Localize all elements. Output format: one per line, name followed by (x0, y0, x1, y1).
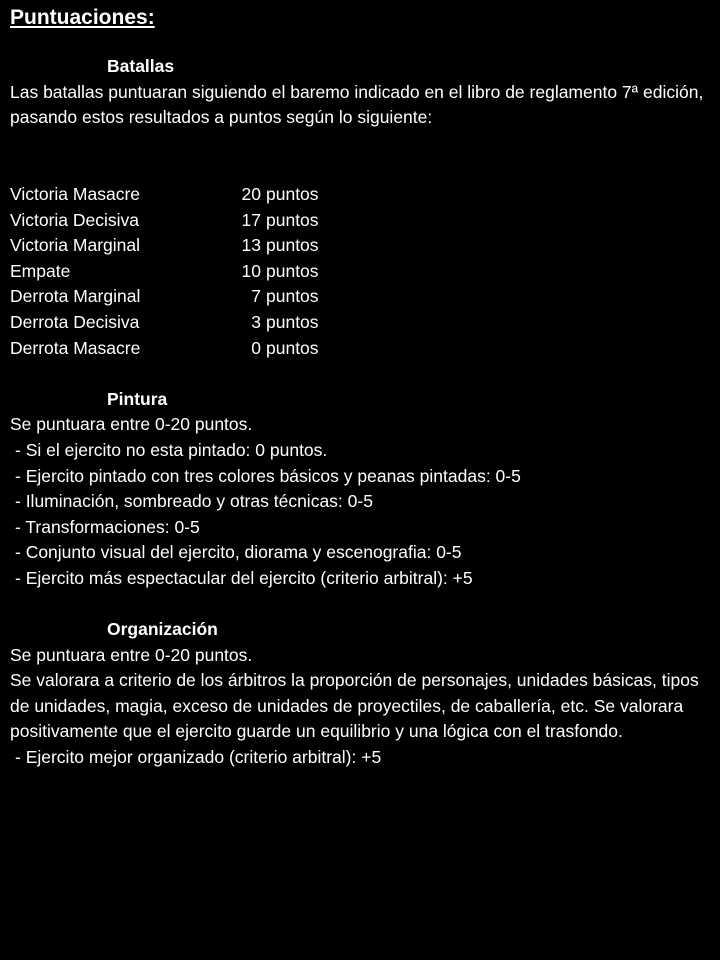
result-unit: puntos (266, 337, 319, 358)
result-name: Derrota Decisiva (10, 311, 140, 332)
result-name: Derrota Marginal (10, 286, 141, 307)
organizacion-bullet: - Ejercito mejor organizado (criterio arbitral): +5 (15, 747, 382, 768)
result-unit: puntos (266, 183, 319, 204)
section-batallas (10, 54, 710, 361)
result-unit: puntos (266, 260, 319, 281)
pintura-bullet: - Transformaciones: 0-5 (15, 516, 200, 537)
result-row (10, 233, 710, 259)
result-row (10, 310, 710, 336)
result-points: 20 (241, 183, 261, 204)
result-name: Victoria Decisiva (10, 209, 140, 230)
pintura-bullet: - Iluminación, sombreado y otras técnicas: 0-5 (15, 491, 373, 512)
spacer (10, 131, 710, 182)
result-row (10, 182, 710, 208)
result-row (10, 208, 710, 234)
batallas-intro: Las batallas puntuaran siguiendo el baremo indicado en el libro de reglamento 7ª edición, pasando estos resultados a puntos según lo siguiente: (10, 81, 704, 128)
section-organizacion (10, 617, 710, 771)
pintura-intro: Se puntuara entre 0-20 puntos. (10, 414, 253, 435)
organizacion-intro: Se puntuara entre 0-20 puntos. (10, 644, 253, 665)
results-table (10, 182, 710, 361)
pintura-bullet: - Ejercito pintado con tres colores básicos y peanas pintadas: 0-5 (15, 465, 521, 486)
section-heading-pintura: Pintura (107, 388, 168, 409)
pintura-bullet: - Conjunto visual del ejercito, diorama y escenografia: 0-5 (15, 542, 462, 563)
result-points: 7 (251, 286, 261, 307)
section-heading-organizacion: Organización (107, 619, 218, 640)
result-row (10, 284, 710, 310)
result-points: 17 (241, 209, 261, 230)
spacer (10, 591, 710, 617)
result-unit: puntos (266, 209, 319, 230)
result-name: Victoria Masacre (10, 183, 141, 204)
result-row (10, 259, 710, 285)
result-name: Derrota Masacre (10, 337, 141, 358)
pintura-bullet: - Si el ejercito no esta pintado: 0 puntos. (15, 439, 328, 460)
section-heading-batallas: Batallas (107, 56, 175, 76)
result-points: 0 (251, 337, 261, 358)
result-row (10, 336, 710, 362)
organizacion-body: Se valorara a criterio de los árbitros la proporción de personajes, unidades básicas, tipos de unidades, magia, exceso de unidades de proyectiles, de caballería, etc. Se valorara positivamente que el ejercito guarde un equilibrio y una lógica con el trasfondo. (10, 670, 699, 742)
result-name: Victoria Marginal (10, 235, 141, 256)
result-unit: puntos (266, 311, 319, 332)
result-points: 3 (251, 311, 261, 332)
page-title: Puntuaciones: (10, 6, 155, 29)
result-name: Empate (10, 260, 71, 281)
result-points: 13 (241, 235, 261, 256)
result-unit: puntos (266, 235, 319, 256)
pintura-bullet: - Ejercito más espectacular del ejercito (criterio arbitral): +5 (15, 567, 473, 588)
result-points: 10 (241, 260, 261, 281)
result-unit: puntos (266, 286, 319, 307)
section-pintura (10, 387, 710, 592)
spacer (10, 361, 710, 387)
document-page (10, 4, 710, 771)
